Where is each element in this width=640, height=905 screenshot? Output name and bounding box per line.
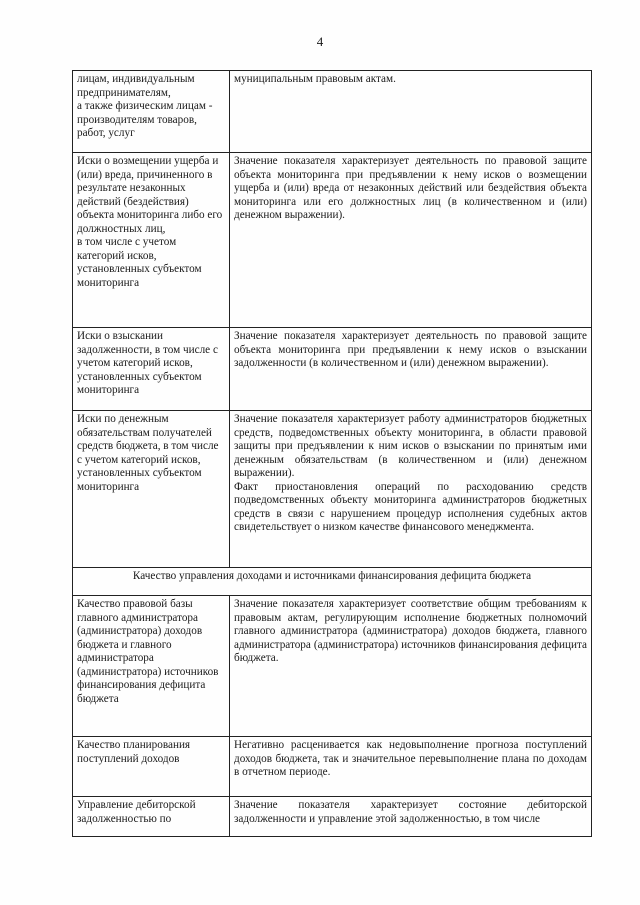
indicator-description-paragraph: Значение показателя характеризует соответствие общим требованиям к правовым актам, регулирующим исполнение бюджетных полномочий главного администратора (администратора) доходов бюджета, главного администратора (администратора) источников финансирования дефицита бюджета.: [234, 598, 587, 664]
indicator-description-cell: [230, 737, 592, 797]
indicator-name-text: Иски о возмещении ущерба и (или) вреда, причиненного в результате незаконных действий (бездействия) объекта мониторинга либо его должностных лиц,: [77, 155, 223, 235]
indicator-description-paragraph: муниципальным правовым актам.: [234, 73, 396, 85]
indicator-name-text: Иски по денежным обязательствам получателей средств бюджета, в том числе: [77, 413, 219, 452]
indicator-description-cell: [230, 411, 592, 568]
indicator-name-text: Качество планирования поступлений доходов: [77, 739, 191, 765]
indicator-description-paragraph: Значение показателя характеризует деятельность по правовой защите объекта мониторинга при предъявлении к нему исков о взыскании задолженности (в количественном и (или) денежном выражении).: [234, 330, 587, 369]
indicator-description-cell: [230, 153, 592, 328]
indicator-name-cell: [73, 153, 230, 328]
indicator-name-cell: [73, 328, 230, 411]
indicator-name-text: Управление дебиторской задолженностью по: [77, 799, 196, 825]
indicator-description-cell: [230, 328, 592, 411]
indicator-name-text: с учетом категорий исков, установленных субъектом мониторинга: [77, 453, 202, 493]
table-row: [73, 71, 592, 153]
table-row: [73, 328, 592, 411]
indicator-name-cell: [73, 797, 230, 837]
indicator-name-text: в том числе с учетом категорий исков, установленных субъектом мониторинга: [77, 236, 202, 289]
indicator-description-paragraph: Факт приостановления операций по расходованию средств подведомственных объекту мониторинга администраторов бюджетных средств в связи с нарушением процедур исполнения судебных актов свидетельствует о низком качестве финансового менеджмента.: [234, 480, 587, 533]
indicator-description-paragraph: Негативно расценивается как недовыполнение прогноза поступлений доходов бюджета, так и значительное перевыполнение плана по доходам в отчетном периоде.: [234, 739, 587, 778]
indicator-description-cell: [230, 71, 592, 153]
table-row: [73, 153, 592, 328]
section-header-row: [73, 568, 592, 596]
table-row: [73, 411, 592, 568]
indicator-description-paragraph: Значение показателя характеризует состояние дебиторской задолженности и управление этой задолженностью, в том числе: [234, 799, 587, 825]
indicator-description-cell: [230, 596, 592, 737]
indicator-name-text: Качество правовой базы главного администратора (администратора) доходов бюджета и главного администратора (администратора) источников финансирования дефицита бюджета: [77, 598, 219, 705]
table-row: [73, 596, 592, 737]
indicator-name-cell: [73, 737, 230, 797]
indicator-description-paragraph: Значение показателя характеризует деятельность по правовой защите объекта мониторинга при предъявлении к нему исков о возмещении ущерба и (или) вреда от незаконных действий или бездействия объекта мониторинга или его должностных лиц (в количественном и (или) денежном выражении).: [234, 155, 587, 221]
indicator-description-paragraph: Значение показателя характеризует работу администраторов бюджетных средств, подведомственных объекту мониторинга, в области правовой защиты при предъявлении к ним исков о взыскании по принятым ими денежным обязательствам (в количественном и (или) денежном выражении).: [234, 413, 587, 479]
page-number: 4: [316, 34, 324, 49]
indicator-name-cell: [73, 411, 230, 568]
table-row: [73, 737, 592, 797]
indicator-name-text: лицам, индивидуальным предпринимателям,: [77, 73, 195, 99]
indicators-table: [72, 70, 592, 837]
indicator-name-text: а также физическим лицам - производителям товаров, работ, услуг: [77, 100, 213, 139]
indicator-name-cell: [73, 71, 230, 153]
section-title: Качество управления доходами и источниками финансирования дефицита бюджета: [73, 568, 592, 596]
indicator-name-cell: [73, 596, 230, 737]
table-row: [73, 797, 592, 837]
indicator-name-text: Иски о взыскании задолженности, в том числе с учетом категорий исков, установленных субъектом мониторинга: [77, 330, 218, 396]
indicator-description-cell: [230, 797, 592, 837]
